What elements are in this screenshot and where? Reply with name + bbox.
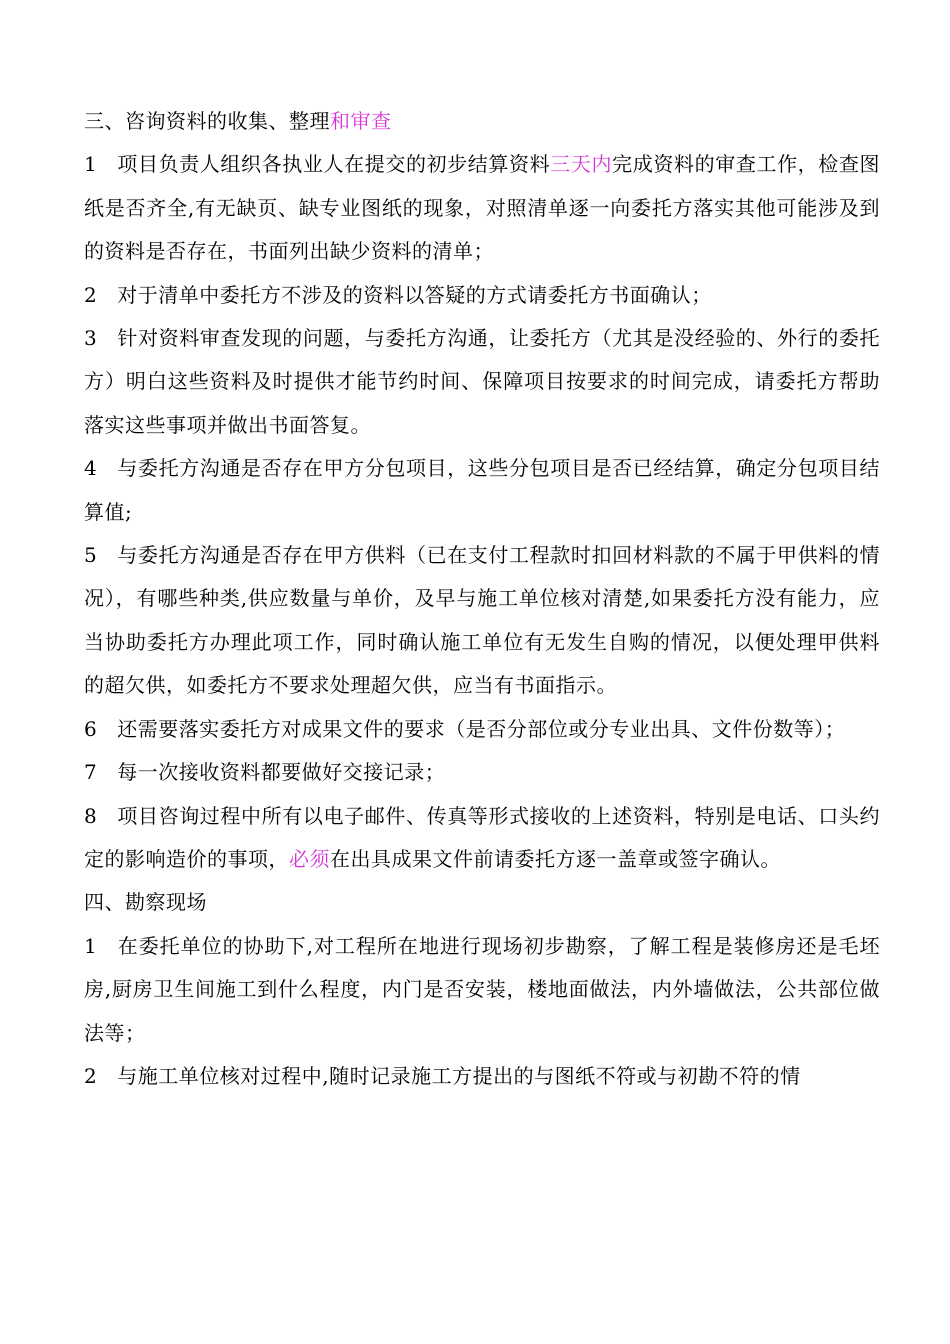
item-text: 项目咨询过程中所有以电子邮件、传真等形式接收的上述资料，特别是电话、口头约定的影响造价的事项， [84,803,880,871]
item-highlight: 三天内 [550,152,613,177]
item-text: 对于清单中委托方不涉及的资料以答疑的方式请委托方书面确认； [117,282,712,307]
section-4-item-1 [84,925,880,1055]
section-3-item-5 [84,534,880,708]
item-number: 1 [84,152,98,177]
item-text: 每一次接收资料都要做好交接记录； [117,760,446,785]
section-4-heading: 四、勘察现场 [84,890,207,915]
section-3-item-7 [84,751,880,794]
section-3-heading-highlight: 和审查 [330,109,392,133]
item-text: 针对资料审查发现的问题，与委托方沟通，让委托方（尤其是没经验的、外行的委托方）明白这些资料及时提供才能节约时间、保障项目按要求的时间完成，请委托方帮助落实这些事项并做出书面答复。 [84,326,880,437]
item-text: 项目负责人组织各执业人在提交的初步结算资料 [117,152,551,177]
item-number: 2 [84,282,98,307]
item-highlight: 必须 [289,846,330,871]
item-number: 8 [84,803,98,828]
item-number: 2 [84,1063,98,1088]
item-text: 在出具成果文件前请委托方逐一盖章或签字确认。 [330,846,781,871]
section-3-item-2 [84,274,880,317]
item-text: 在委托单位的协助下,对工程所在地进行现场初步勘察，了解工程是装修房还是毛坯房,厨房卫生间施工到什么程度，内门是否安装，楼地面做法，内外墙做法，公共部位做法等； [84,933,880,1045]
section-3-item-1 [84,143,880,273]
item-text: 与委托方沟通是否存在甲方分包项目，这些分包项目是否已经结算，确定分包项目结算值; [84,456,880,524]
item-text: 与委托方沟通是否存在甲方供料（已在支付工程款时扣回材料款的不属于甲供料的情况），有哪些种类,供应数量与单价，及早与施工单位核对清楚,如果委托方没有能力，应当协助委托方办理此项工作，同时确认施工单位有无发生自购的情况，以便处理甲供料的超欠供，如委托方不要求处理超欠供，应当有书面指示。 [84,543,880,698]
item-text: 还需要落实委托方对成果文件的要求（是否分部位或分专业出具、文件份数等）； [117,716,846,741]
item-number: 1 [84,933,98,958]
item-number: 7 [84,760,98,785]
item-number: 3 [84,326,98,351]
section-3-item-4 [84,447,880,534]
item-text: 与施工单位核对过程中,随时记录施工方提出的与图纸不符或与初勘不符的情 [117,1063,801,1088]
section-4-item-2 [84,1055,880,1098]
section-3-item-6 [84,708,880,751]
section-3-heading [84,100,880,143]
item-number: 6 [84,716,98,741]
section-3-heading-text: 三、咨询资料的收集、整理 [84,109,330,133]
section-3-item-3 [84,317,880,447]
item-text: 完成资料的审查工作，检查图纸是否齐全,有无缺页、缺专业图纸的现象，对照清单逐一向委托方落实其他可能涉及到的资料是否存在，书面列出缺少资料的清单； [84,152,881,264]
section-3-item-8 [84,795,880,882]
item-number: 4 [84,456,98,481]
item-number: 5 [84,543,98,568]
